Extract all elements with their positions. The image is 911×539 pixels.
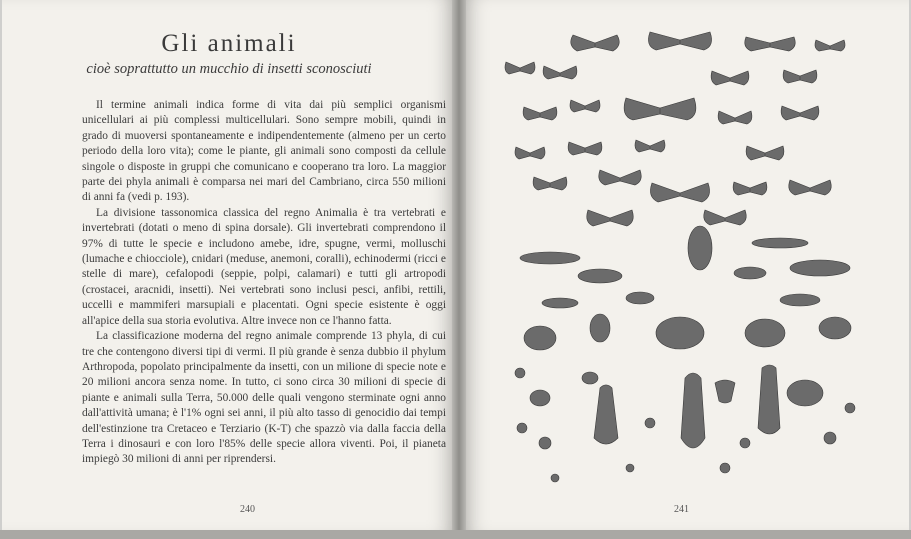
page-number-left: 240 [240,504,255,515]
left-page [2,0,456,532]
book-gutter [452,0,466,539]
grasshopper-icon [520,226,850,308]
paragraph: Il termine animali indica forme di vita dai più semplici organismi unicellulari ai più complessi multicellulari. Sono sempre mobili, quindi in grado di muoversi spontaneamente e indipendentemente (almeno per un certo periodo della loro vita); come le piante, gli animali sono composti da cellule singole o disposte in gruppi che comunicano e cooperano tra loro. La maggior parte dei phyla animali è comparsa nei mari del Cambriano, circa 550 milioni di anni fa (vedi p. 193). [82,99,446,204]
chapter-title: Gli animali [161,30,297,57]
butterfly-icon [505,32,845,226]
page-edge [0,530,911,539]
body-text [82,98,446,468]
chapter-subtitle: cioè soprattutto un mucchio di insetti sconosciuti [86,61,372,77]
page-number-right: 241 [674,504,689,515]
lobster-icon [594,365,780,448]
paragraph: La classificazione moderna del regno animale comprende 13 phyla, di cui tre che contengono diversi tipi di vermi. Il più grande è senza dubbio il phylum Arthropoda, popolato principalmente da insetti, con un milione di specie note e 20 milioni ancora senza nome. In tutto, ci sono circa 30 milioni di specie di piante e animali sulla Terra, 50.000 delle quali vengono sterminate ogni anno dall'attività umana; è l'1% ogni sei anni, il più alto tasso di genocidio dai tempi dell'estinzione tra Cretaceo e Terziario (K-T) che spazzò via dalla faccia della Terra i dinosauri e con loro l'85% delle specie allora viventi. Poi, il pianeta impiegò 30 milioni di anni per riprendersi. [82,330,446,466]
paragraph: La divisione tassonomica classica del regno Animalia è tra vertebrati e invertebrati (dotati o meno di spina dorsale). Gli invertebrati comprendono il 97% di tutte le specie e includono amebe, idre, spugne, vermi, molluschi (lumache e chiocciole), cnidari (meduse, anemoni, coralli), echinodermi (ricci e stelle di mare), cefalopodi (seppie, polpi, calamari) e tutti gli artropodi (crostacei, aracnidi, insetti). Nei vertebrati sono inclusi pesci, anfibi, rettili, uccelli e mammiferi marsupiali e placentati. Ogni specie esistente è oggi all'apice della sua storia evolutiva. Altre invece non ce l'hanno fatta. [82,206,446,327]
insect-engraving-plate [500,28,870,488]
